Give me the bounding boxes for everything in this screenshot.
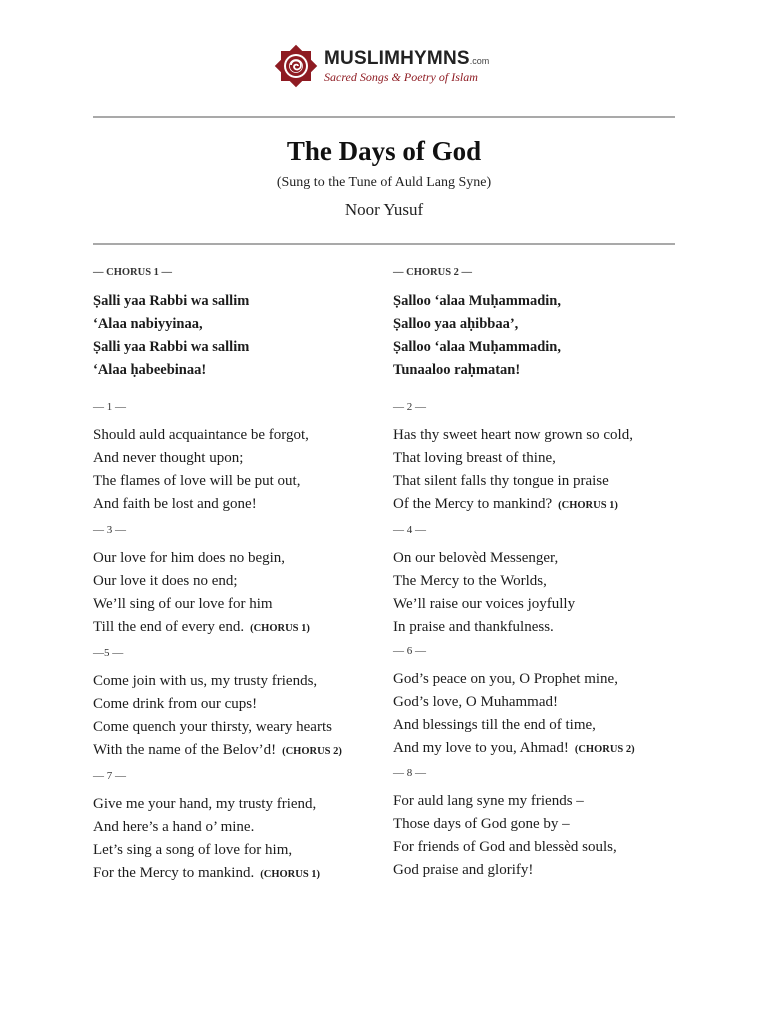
- lyric-line: On our belovèd Messenger,: [393, 550, 559, 566]
- verse-6-block: [393, 645, 693, 761]
- lyric-text: And my love to you, Ahmad!: [393, 740, 569, 756]
- lyric-line: We’ll raise our voices joyfully: [393, 596, 576, 612]
- lyric-text: For the Mercy to mankind.: [93, 865, 255, 881]
- lyric-line: [93, 616, 393, 640]
- lyric-text: Till the end of every end.: [93, 619, 245, 635]
- lyric-line: In praise and thankfulness.: [393, 619, 554, 635]
- lyric-line: God’s love, O Muhammad!: [393, 694, 558, 710]
- chorus-reference: (CHORUS 1): [558, 500, 618, 511]
- rosette-logo-icon: [272, 42, 320, 90]
- lyric-line: Give me your hand, my trusty friend,: [93, 796, 317, 812]
- verse-4-block: [393, 524, 693, 639]
- author-name: Noor Yusuf: [344, 200, 424, 219]
- lyric-line: [393, 737, 693, 761]
- lyric-text: With the name of the Belov’d!: [93, 742, 277, 758]
- verse-7-block: [93, 770, 393, 886]
- site-logo[interactable]: [272, 42, 489, 90]
- lyric-line: The flames of love will be put out,: [93, 473, 301, 489]
- page-subtitle: (Sung to the Tune of Auld Lang Syne): [276, 175, 492, 190]
- chorus-label: — CHORUS 1 —: [93, 267, 173, 278]
- verse-label: — 1 —: [93, 401, 126, 413]
- lyric-line: Ṣalloo ‘alaa Muḥammadin,: [393, 339, 561, 355]
- top-divider: [93, 116, 675, 118]
- lyric-line: Has thy sweet heart now grown so cold,: [393, 427, 633, 443]
- lyric-line: Ṣalloo yaa aḥibbaa’,: [393, 316, 519, 332]
- chorus-reference: (CHORUS 1): [260, 869, 321, 880]
- lyric-line: We’ll sing of our love for him: [93, 596, 273, 612]
- lyric-line: And never thought upon;: [93, 450, 244, 466]
- chorus-label: — CHORUS 2 —: [393, 267, 473, 278]
- lyric-line: Come drink from our cups!: [93, 696, 258, 712]
- section-divider: [93, 243, 675, 245]
- verse-label: — 3 —: [93, 524, 126, 536]
- lyric-line: Ṣalloo ‘alaa Muḥammadin,: [393, 293, 561, 309]
- verse-label: — 4 —: [393, 524, 426, 536]
- brand-tagline: Sacred Songs & Poetry of Islam: [324, 70, 478, 84]
- lyric-line: Our love it does no end;: [93, 573, 238, 589]
- verse-label: —5 —: [93, 647, 124, 659]
- lyric-line: God’s peace on you, O Prophet mine,: [393, 671, 618, 687]
- chorus-1-block: [93, 267, 393, 382]
- verse-label: — 6 —: [393, 645, 426, 657]
- chorus-reference: (CHORUS 2): [574, 744, 635, 755]
- lyric-line: [393, 493, 693, 517]
- chorus-reference: (CHORUS 1): [250, 623, 310, 634]
- lyric-line: Let’s sing a song of love for him,: [93, 842, 293, 858]
- brand-tld: .com: [469, 56, 490, 66]
- lyric-line: Those days of God gone by –: [393, 816, 570, 832]
- verse-8-block: [393, 767, 693, 882]
- lyric-line: And faith be lost and gone!: [93, 496, 257, 512]
- lyric-line: [93, 739, 393, 763]
- lyric-line: ‘Alaa nabiyyinaa,: [93, 316, 203, 332]
- chorus-2-block: [393, 267, 693, 382]
- lyric-line: For friends of God and blessèd souls,: [393, 839, 617, 855]
- lyric-line: Our love for him does no begin,: [93, 550, 286, 566]
- lyric-line: Come join with us, my trusty friends,: [93, 673, 318, 689]
- verse-label: — 8 —: [393, 767, 426, 779]
- lyric-line: Come quench your thirsty, weary hearts: [93, 719, 332, 735]
- lyric-line: Ṣalli yaa Rabbi wa sallim: [93, 339, 250, 355]
- lyric-text: Of the Mercy to mankind?: [393, 496, 553, 512]
- lyric-line: That silent falls thy tongue in praise: [393, 473, 609, 489]
- page-title: The Days of God: [286, 136, 482, 166]
- lyric-line: That loving breast of thine,: [393, 450, 556, 466]
- chorus-reference: (CHORUS 2): [282, 746, 342, 757]
- brand-name: MUSLIMHYMNS: [324, 48, 470, 69]
- lyric-line: For auld lang syne my friends –: [393, 793, 584, 809]
- verse-1-block: [93, 401, 393, 516]
- verse-2-block: [393, 401, 693, 517]
- lyric-line: Should auld acquaintance be forgot,: [93, 427, 309, 443]
- lyric-line: God praise and glorify!: [393, 862, 534, 878]
- lyric-line: [93, 862, 393, 886]
- verse-3-block: [93, 524, 393, 640]
- lyric-line: Ṣalli yaa Rabbi wa sallim: [93, 293, 250, 309]
- lyric-line: And blessings till the end of time,: [393, 717, 596, 733]
- verse-label: — 2 —: [393, 401, 426, 413]
- lyric-line: Tunaaloo raḥmatan!: [393, 362, 521, 378]
- lyric-line: And here’s a hand o’ mine.: [93, 819, 255, 835]
- lyric-line: The Mercy to the Worlds,: [393, 573, 547, 589]
- brand-text: [324, 49, 489, 83]
- verse-5-block: [93, 647, 393, 763]
- lyric-line: ‘Alaa ḥabeebinaa!: [93, 362, 207, 378]
- verse-label: — 7 —: [93, 770, 126, 782]
